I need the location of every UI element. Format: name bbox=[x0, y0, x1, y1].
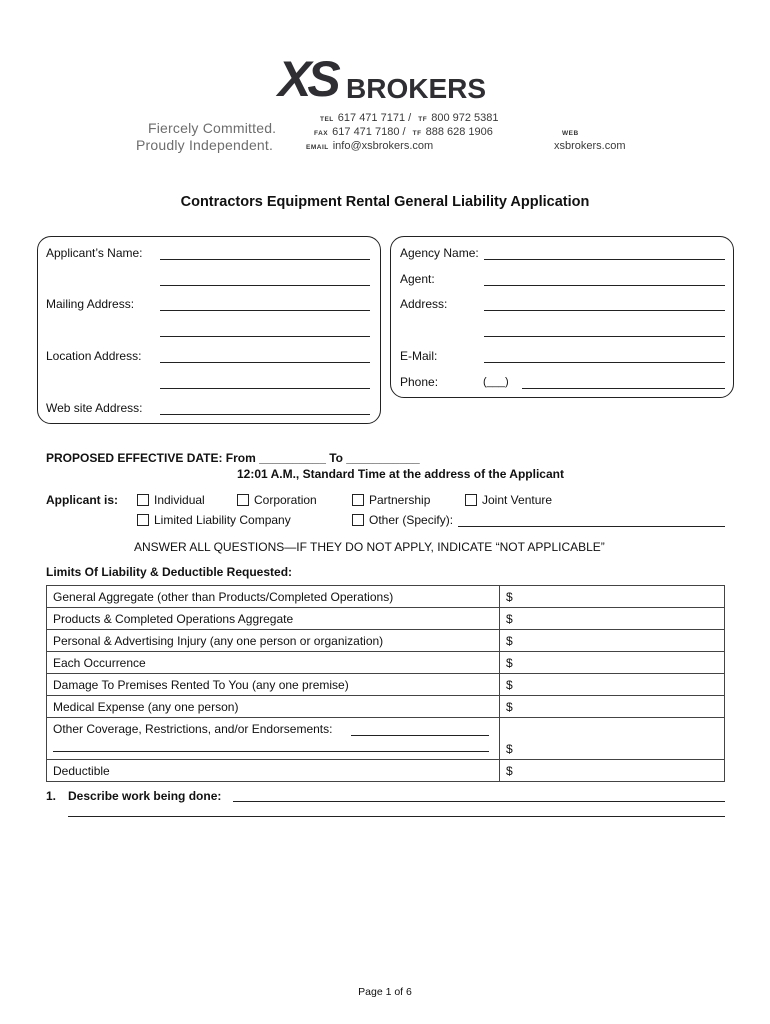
other-coverage-field-2[interactable] bbox=[53, 751, 489, 752]
corporation-checkbox[interactable] bbox=[237, 494, 249, 506]
agency-address-label: Address: bbox=[400, 297, 448, 311]
effective-time-line: 12:01 A.M., Standard Time at the address of the Applicant bbox=[237, 467, 564, 481]
location-address-field[interactable] bbox=[160, 362, 370, 363]
limit-label: Damage To Premises Rented To You (any one premise) bbox=[47, 674, 500, 696]
tel-number: 617 471 7171 / bbox=[337, 112, 412, 124]
individual-option-label: Individual bbox=[154, 493, 205, 507]
joint-venture-option-label: Joint Venture bbox=[482, 493, 553, 507]
agent-field[interactable] bbox=[484, 285, 725, 286]
currency-sign: $ bbox=[506, 742, 513, 756]
currency-sign: $ bbox=[506, 655, 513, 670]
limit-label: Medical Expense (any one person) bbox=[47, 696, 500, 718]
currency-sign: $ bbox=[506, 699, 513, 714]
llc-checkbox[interactable] bbox=[137, 514, 149, 526]
applicant-box bbox=[37, 236, 381, 424]
question-1-field-2[interactable] bbox=[68, 816, 725, 817]
question-1-field[interactable] bbox=[233, 801, 725, 802]
table-row bbox=[47, 630, 725, 652]
email-line: EMAIL info@xsbrokers.com bbox=[306, 140, 434, 152]
individual-checkbox[interactable] bbox=[137, 494, 149, 506]
applicant-name-label: Applicant’s Name: bbox=[46, 246, 143, 260]
website-address-field[interactable] bbox=[160, 414, 370, 415]
agency-email-label: E-Mail: bbox=[400, 349, 438, 363]
deductible-amount-cell[interactable] bbox=[500, 760, 725, 782]
agent-label: Agent: bbox=[400, 272, 435, 286]
currency-sign: $ bbox=[506, 589, 513, 604]
page-title: Contractors Equipment Rental General Liability Application bbox=[180, 194, 590, 210]
phone-line: TEL 617 471 7171 / TF 800 972 5381 bbox=[320, 112, 499, 124]
tagline-line-1: Fiercely Committed. bbox=[148, 120, 277, 136]
mailing-address-field[interactable] bbox=[160, 310, 370, 311]
tagline-line-2: Proudly Independent. bbox=[136, 137, 274, 153]
joint-venture-checkbox[interactable] bbox=[465, 494, 477, 506]
table-row bbox=[47, 760, 725, 782]
table-row bbox=[47, 608, 725, 630]
tagline bbox=[136, 120, 276, 154]
limit-amount-cell[interactable] bbox=[500, 652, 725, 674]
limit-label: Personal & Advertising Injury (any one person or organization) bbox=[47, 630, 500, 652]
limits-table bbox=[46, 585, 725, 782]
agency-name-field[interactable] bbox=[484, 259, 725, 260]
limit-label: Products & Completed Operations Aggregate bbox=[47, 608, 500, 630]
effective-date-line: PROPOSED EFFECTIVE DATE: From __________ To ___________ bbox=[46, 451, 420, 465]
currency-sign: $ bbox=[506, 677, 513, 692]
location-address-label: Location Address: bbox=[46, 349, 142, 363]
agency-phone-field[interactable] bbox=[522, 388, 725, 389]
question-1-number: 1. bbox=[46, 789, 57, 803]
mailing-address-field-2[interactable] bbox=[160, 336, 370, 337]
location-address-field-2[interactable] bbox=[160, 388, 370, 389]
other-option-label: Other (Specify): bbox=[369, 513, 454, 527]
llc-option-label: Limited Liability Company bbox=[154, 513, 291, 527]
logo-brokers-word: BROKERS bbox=[346, 73, 487, 104]
instruction-text: ANSWER ALL QUESTIONS—IF THEY DO NOT APPLY, INDICATE “NOT APPLICABLE” bbox=[134, 540, 605, 554]
phone-area-code[interactable]: (___) bbox=[483, 376, 509, 388]
agency-phone-label: Phone: bbox=[400, 375, 439, 389]
table-row bbox=[47, 718, 725, 760]
table-row bbox=[47, 586, 725, 608]
agency-box bbox=[390, 236, 734, 398]
company-logo bbox=[278, 51, 498, 107]
fax-number: 617 471 7180 / bbox=[332, 126, 406, 138]
question-1-label: Describe work being done: bbox=[68, 789, 222, 803]
other-coverage-field[interactable] bbox=[351, 735, 489, 736]
partnership-option-label: Partnership bbox=[369, 493, 431, 507]
agency-address-field[interactable] bbox=[484, 310, 725, 311]
page-number: Page 1 of 6 bbox=[358, 986, 412, 998]
table-row bbox=[47, 674, 725, 696]
limit-amount-cell[interactable] bbox=[500, 696, 725, 718]
applicant-name-field[interactable] bbox=[160, 259, 370, 260]
other-coverage-label: Other Coverage, Restrictions, and/or Endorsements: bbox=[53, 722, 333, 736]
limit-amount-cell[interactable] bbox=[500, 630, 725, 652]
limit-amount-cell[interactable] bbox=[500, 718, 725, 760]
applicant-is-label: Applicant is: bbox=[46, 493, 119, 507]
agency-email-field[interactable] bbox=[484, 362, 725, 363]
limit-label: Each Occurrence bbox=[47, 652, 500, 674]
table-row bbox=[47, 696, 725, 718]
limits-heading: Limits Of Liability & Deductible Requested: bbox=[46, 565, 293, 579]
mailing-address-label: Mailing Address: bbox=[46, 297, 135, 311]
limit-amount-cell[interactable] bbox=[500, 608, 725, 630]
tollfree-number-2: 888 628 1906 bbox=[425, 126, 493, 138]
tollfree-number-1: 800 972 5381 bbox=[431, 112, 499, 124]
agency-name-label: Agency Name: bbox=[400, 246, 479, 260]
website-address-label: Web site Address: bbox=[46, 401, 143, 415]
table-row bbox=[47, 652, 725, 674]
agency-address-field-2[interactable] bbox=[484, 336, 725, 337]
logo-xs-mark: XS bbox=[278, 51, 337, 107]
contact-block bbox=[306, 112, 516, 154]
applicant-name-field-2[interactable] bbox=[160, 285, 370, 286]
corporation-option-label: Corporation bbox=[254, 493, 317, 507]
limit-amount-cell[interactable] bbox=[500, 674, 725, 696]
partnership-checkbox[interactable] bbox=[352, 494, 364, 506]
limit-amount-cell[interactable] bbox=[500, 586, 725, 608]
web-block: WEB xsbrokers.com bbox=[554, 130, 626, 152]
currency-sign: $ bbox=[506, 611, 513, 626]
other-specify-field[interactable] bbox=[458, 526, 725, 527]
web-link[interactable]: xsbrokers.com bbox=[554, 140, 626, 152]
currency-sign: $ bbox=[506, 763, 513, 778]
limit-label: General Aggregate (other than Products/Completed Operations) bbox=[47, 586, 500, 608]
email-link[interactable]: info@xsbrokers.com bbox=[332, 140, 434, 152]
deductible-label: Deductible bbox=[47, 760, 500, 782]
currency-sign: $ bbox=[506, 633, 513, 648]
other-checkbox[interactable] bbox=[352, 514, 364, 526]
fax-line: FAX 617 471 7180 / TF 888 628 1906 bbox=[314, 126, 493, 138]
other-coverage-cell bbox=[47, 718, 500, 760]
